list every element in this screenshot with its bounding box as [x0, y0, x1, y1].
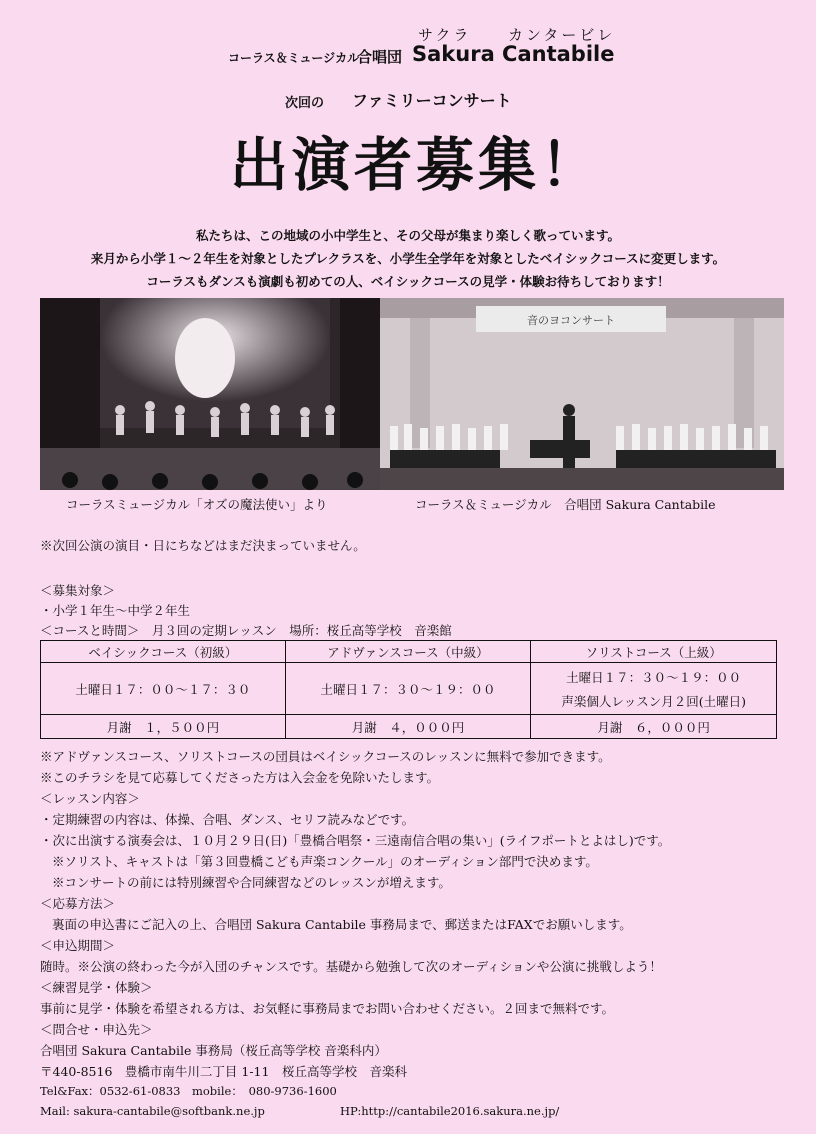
- intro-line-1: 私たちは、この地域の小中学生と、その父母が集まり楽しく歌っています。: [195, 228, 620, 243]
- note-free-basic: ※アドヴァンスコース、ソリストコースの団員はベイシックコースのレッスンに無料で参加できます。: [40, 749, 611, 764]
- choir-concert-photo: [380, 298, 784, 490]
- contact-email[interactable]: Mail: sakura-cantabile@softbank.ne.jp: [40, 1104, 265, 1118]
- org-prefix: 合唱団: [357, 48, 403, 66]
- course-table: [40, 640, 777, 739]
- course-solo-extra: 声楽個人レッスン月２回(土曜日): [561, 693, 746, 709]
- lesson-item-4: ※コンサートの前には特別練習や合同練習などのレッスンが増えます。: [52, 875, 451, 890]
- intro-line-3: コーラスもダンスも演劇も初めての人、ベイシックコースの見学・体験お待ちしております！: [146, 274, 670, 289]
- org-furigana-left: サクラ: [418, 26, 472, 44]
- apply-text: 裏面の申込書にご記入の上、合唱団 Sakura Cantabile 事務局まで、郵送またはFAXでお願いします。: [52, 917, 632, 932]
- page-title: 出演者募集！: [230, 131, 603, 199]
- banner-text: 音のヨコンサート: [527, 314, 615, 327]
- course-time-basic: 土曜日１７：００～１７：３０: [41, 663, 286, 715]
- period-heading: ＜申込期間＞: [40, 938, 116, 953]
- course-table-time-row: [41, 663, 777, 715]
- org-furigana-right: カンタービレ: [508, 26, 616, 44]
- course-table-fee-row: [41, 715, 777, 739]
- period-text: 随時。※公演の終わった今が入団のチャンスです。基礎から勉強して次のオーディションや公演に挑戦しよう！: [40, 959, 662, 974]
- left-photo-caption: コーラスミュージカル「オズの魔法使い」より: [66, 497, 328, 512]
- intro-line-2: 来月から小学１～２年生を対象としたプレクラスを、小学生全学年を対象としたベイシックコースに変更します。: [90, 251, 726, 266]
- course-fee-advanced: 月謝 ４，０００円: [285, 715, 531, 739]
- course-time-solo: 土曜日１７：３０～１９：００: [566, 669, 742, 685]
- lesson-item-3: ※ソリスト、キャストは「第３回豊橋こども声楽コンクール」のオーディション部門で決めます。: [52, 854, 598, 869]
- recruit-heading: ＜募集対象＞: [40, 583, 116, 598]
- course-table-header-row: [41, 641, 777, 663]
- lesson-item-1: ・定期練習の内容は、体操、合唱、ダンス、セリフ読みなどです。: [40, 812, 415, 827]
- note-fee-waiver: ※このチラシを見て応募してくださった方は入会金を免除いたします。: [40, 770, 440, 785]
- lesson-heading: ＜レッスン内容＞: [40, 791, 140, 806]
- undecided-note: ※次回公演の演目・日にちなどはまだ決まっていません。: [40, 538, 366, 553]
- trial-heading: ＜練習見学・体験＞: [40, 980, 153, 995]
- course-header-solo: ソリストコース（上級）: [531, 641, 777, 663]
- course-header-basic: ベイシックコース（初級）: [41, 641, 286, 663]
- course-fee-solo: 月謝 ６，０００円: [531, 715, 777, 739]
- right-photo-caption: コーラス＆ミュージカル 合唱団 Sakura Cantabile: [415, 497, 716, 512]
- genre-label: コーラス＆ミュージカル: [228, 51, 360, 65]
- course-heading: ＜コースと時間＞ 月３回の定期レッスン 場所：桜丘高等学校 音楽館: [40, 623, 452, 638]
- subtitle: ファミリーコンサート: [352, 91, 512, 110]
- recruit-target: ・小学１年生～中学２年生: [40, 603, 191, 618]
- course-time-solo-cell: [531, 663, 777, 715]
- course-time-advanced: 土曜日１７：３０～１９：００: [285, 663, 531, 715]
- contact-office: 合唱団 Sakura Cantabile 事務局（桜丘高等学校 音楽科内）: [40, 1043, 387, 1058]
- contact-homepage[interactable]: HP:http://cantabile2016.sakura.ne.jp/: [340, 1104, 560, 1118]
- contact-phone: Tel&Fax：0532-61-0833 mobile： 080-9736-1600: [40, 1084, 337, 1098]
- subtitle-prefix: 次回の: [285, 96, 325, 111]
- contact-address: 〒440-8516 豊橋市南牛川二丁目 1-11 桜丘高等学校 音楽科: [40, 1064, 407, 1079]
- trial-text: 事前に見学・体験を希望される方は、お気軽に事務局までお問い合わせください。２回まで無料です。: [40, 1001, 615, 1016]
- apply-heading: ＜応募方法＞: [40, 896, 116, 911]
- contact-heading: ＜問合せ・申込先＞: [40, 1022, 153, 1037]
- course-header-advanced: アドヴァンスコース（中級）: [285, 641, 531, 663]
- course-fee-basic: 月謝 １，５００円: [41, 715, 286, 739]
- lesson-item-2: ・次に出演する演奏会は、１０月２９日(日)「豊橋合唱祭・三遠南信合唱の集い」(ライフポートとよはし)です。: [40, 833, 671, 848]
- musical-stage-photo: [40, 298, 380, 490]
- org-name: Sakura Cantabile: [412, 42, 615, 66]
